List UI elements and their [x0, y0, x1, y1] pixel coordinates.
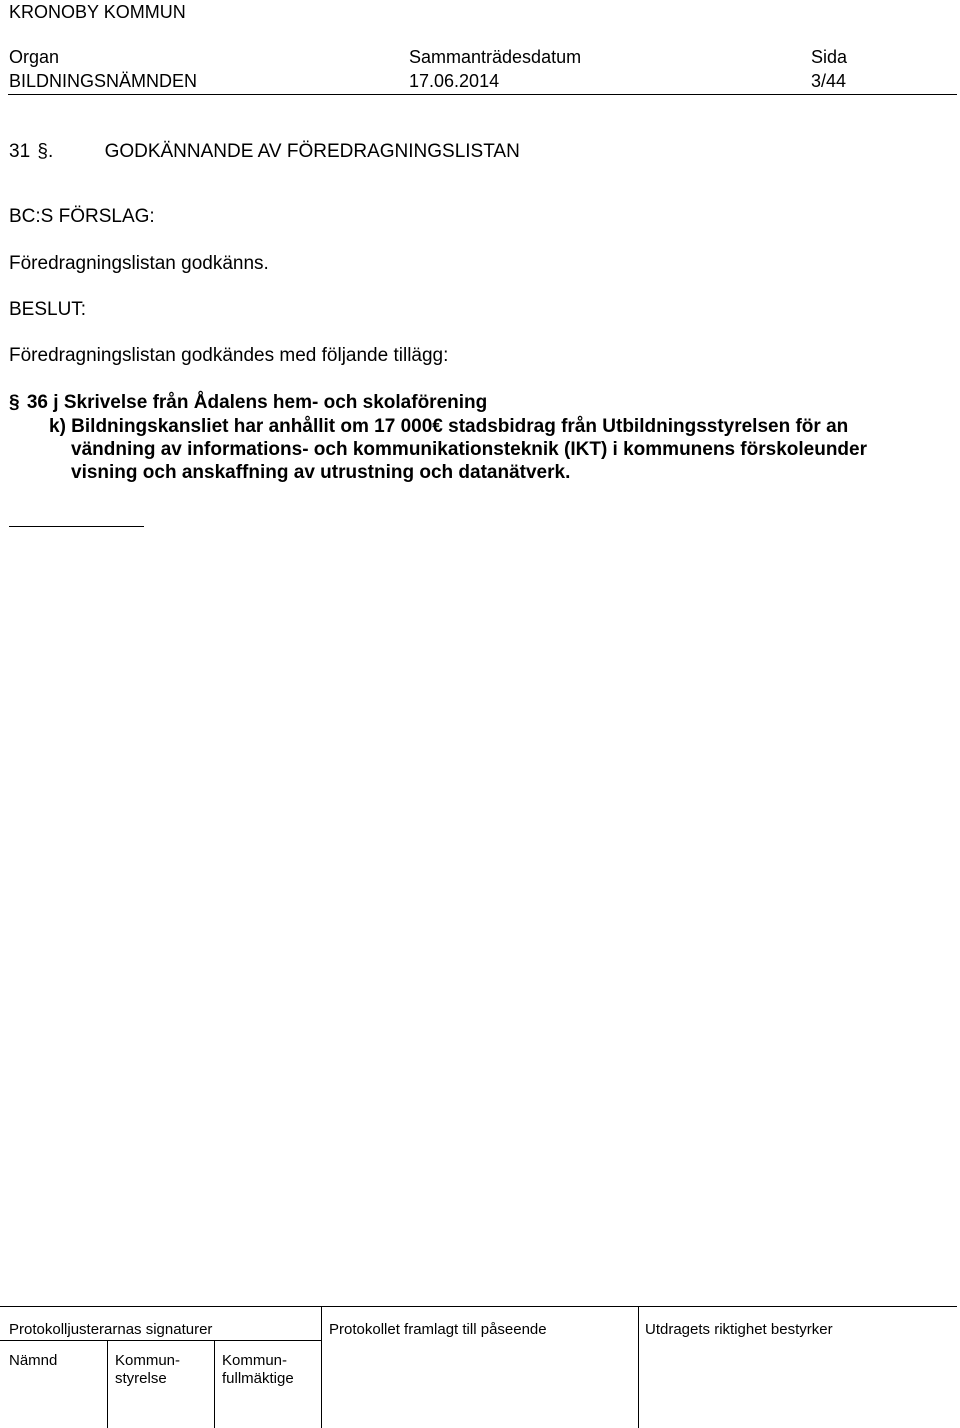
footer-divider-2: [638, 1306, 639, 1428]
meeting-date-label: Sammanträdesdatum: [409, 47, 582, 67]
footer-divider-4: [214, 1340, 215, 1428]
organ-label: Organ: [9, 47, 60, 67]
posted-label: Protokollet framlagt till påseende: [329, 1321, 547, 1338]
section-symbol: §.: [37, 141, 54, 162]
footer-divider-1: [321, 1306, 322, 1428]
decision-subitem-line-2: vändning av informations- och kommunikationsteknik (IKT) i kommunens förskoleunder: [71, 439, 867, 460]
header-rule: [8, 94, 957, 95]
page-number: 3/44: [811, 71, 847, 91]
footer-column-kommunstyrelse: Kommun- styrelse: [115, 1352, 181, 1387]
decision-subitem-line-3: visning och anskaffning av utrustning och datanätverk.: [71, 462, 571, 483]
signatures-label: Protokolljusterarnas signaturer: [9, 1321, 213, 1338]
section-number: 31: [9, 141, 31, 162]
proposal-label: BC:S FÖRSLAG:: [9, 206, 155, 227]
end-rule: [9, 526, 144, 527]
decision-item: [9, 392, 487, 414]
certified-label: Utdragets riktighet bestyrker: [645, 1321, 833, 1338]
decision-subitem-line-1: k) Bildningskansliet har anhållit om 17 000€ stadsbidrag från Utbildningsstyrelsen för an: [49, 416, 849, 437]
proposal-text: Föredragningslistan godkänns.: [9, 253, 269, 274]
decision-item-text: 36 j Skrivelse från Ådalens hem- och skolaförening: [26, 392, 488, 413]
section-heading: [9, 141, 520, 163]
section-title: GODKÄNNANDE AV FÖREDRAGNINGSLISTAN: [104, 141, 520, 162]
footer-column-kommunfullmaktige: Kommun- fullmäktige: [222, 1352, 294, 1387]
decision-text: Föredragningslistan godkändes med följande tillägg:: [9, 345, 449, 366]
footer-column-namnd: Nämnd: [9, 1352, 58, 1369]
page-label: Sida: [811, 47, 848, 67]
footer-mid-rule: [0, 1340, 322, 1341]
meeting-date-value: 17.06.2014: [409, 71, 500, 91]
decision-label: BESLUT:: [9, 299, 87, 320]
organ-value: BILDNINGSNÄMNDEN: [9, 71, 198, 91]
footer-top-rule: [0, 1306, 957, 1307]
footer-divider-3: [107, 1340, 108, 1428]
paragraph-symbol: §: [9, 392, 20, 413]
municipality-name: KRONOBY KOMMUN: [9, 2, 186, 22]
